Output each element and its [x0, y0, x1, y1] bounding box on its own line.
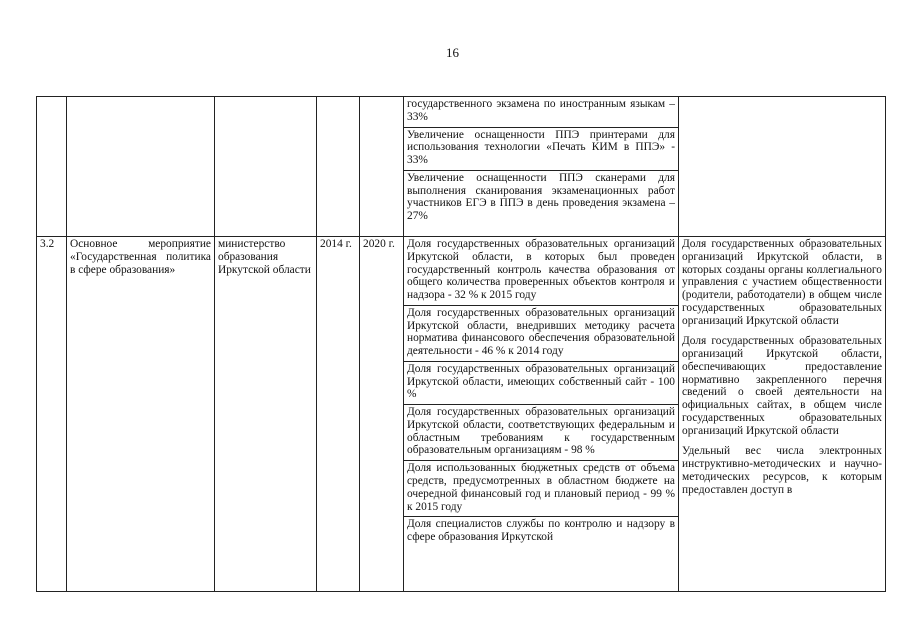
indicator-text: Увеличение оснащенности ППЭ сканерами для выполнения сканирования экзаменационных работ участников ЕГЭ в ППЭ в день проведения экзамена – 27% — [407, 171, 675, 223]
indicator-cell — [404, 460, 678, 516]
measure-number: 3.2 — [37, 237, 67, 592]
indicator-text: Доля использованных бюджетных средств от объема средств, предусмотренных в областном бюджете на очередной финансовый год и плановый период - 99 % к 2015 году — [407, 462, 675, 513]
effect-text: Доля государственных образовательных организаций Иркутской области, обеспечивающих предоставление нормативно закрепленного перечня сведений о своей деятельности на официальных сайтах, в общем числе государственных образовательных организаций Иркутской области — [682, 335, 882, 437]
indicator-text: Доля государственных образовательных организаций Иркутской области, внедривших методику расчета норматива финансового обеспечения образовательной деятельности - 46 % к 2014 году — [407, 306, 675, 358]
indicator-text: Доля государственных образовательных организаций Иркутской области, соответствующих федеральным и областным требованиям к государственным образовательным организациям - 98 % — [407, 406, 675, 457]
measure-executor: министерство образования Иркутской области — [215, 237, 317, 592]
cell-executor-empty — [215, 97, 317, 237]
page-number: 16 — [446, 45, 459, 60]
indicator-text: Доля специалистов службы по контролю и надзору в сфере образования Иркутской — [407, 518, 675, 544]
indicator-text: государственного экзамена по иностранным языкам – 33% — [407, 98, 675, 123]
measure-name: Основное мероприятие «Государственная политика в сфере образования» — [67, 237, 215, 592]
indicator-text: Доля государственных образовательных организаций Иркутской области, в которых был проведен государственный контроль качества образования от общего количества проверенных объектов контроля и надзора - 32 % к 2015 году — [407, 238, 675, 302]
measure-end-year: 2020 г. — [360, 237, 404, 592]
effect-text: Удельный вес числа электронных инструктивно-методических и научно-методических ресурсов, к которым предоставлен доступ в — [682, 445, 882, 496]
cell-name-empty — [67, 97, 215, 237]
continuation-row — [37, 97, 886, 237]
indicator-cell — [404, 97, 678, 127]
indicator-cell — [404, 404, 678, 460]
indicator-cell — [404, 170, 678, 226]
effect-text: Доля государственных образовательных организаций Иркутской области, в которых созданы органы коллегиального управления с участием общественности (родители, работодатели) в общем числе государственных образовательных организаций Иркутской области — [682, 238, 882, 327]
cell-effect-empty — [679, 97, 886, 237]
indicator-cell — [404, 361, 678, 404]
measure-effects — [679, 237, 886, 592]
indicator-text: Увеличение оснащенности ППЭ принтерами для использования технологии «Печать КИМ в ППЭ» - 33% — [407, 128, 675, 167]
program-table — [36, 96, 886, 592]
measure-indicators — [404, 237, 679, 592]
indicator-cell — [404, 516, 678, 547]
continuation-indicators — [404, 97, 679, 237]
indicator-cell — [404, 237, 678, 305]
indicator-cell — [404, 127, 678, 170]
measure-start-year: 2014 г. — [317, 237, 360, 592]
indicator-text: Доля государственных образовательных организаций Иркутской области, имеющих собственный сайт - 100 % — [407, 362, 675, 401]
cell-number-empty — [37, 97, 67, 237]
cell-end-empty — [360, 97, 404, 237]
measure-row — [37, 237, 886, 592]
indicator-cell — [404, 305, 678, 361]
cell-start-empty — [317, 97, 360, 237]
